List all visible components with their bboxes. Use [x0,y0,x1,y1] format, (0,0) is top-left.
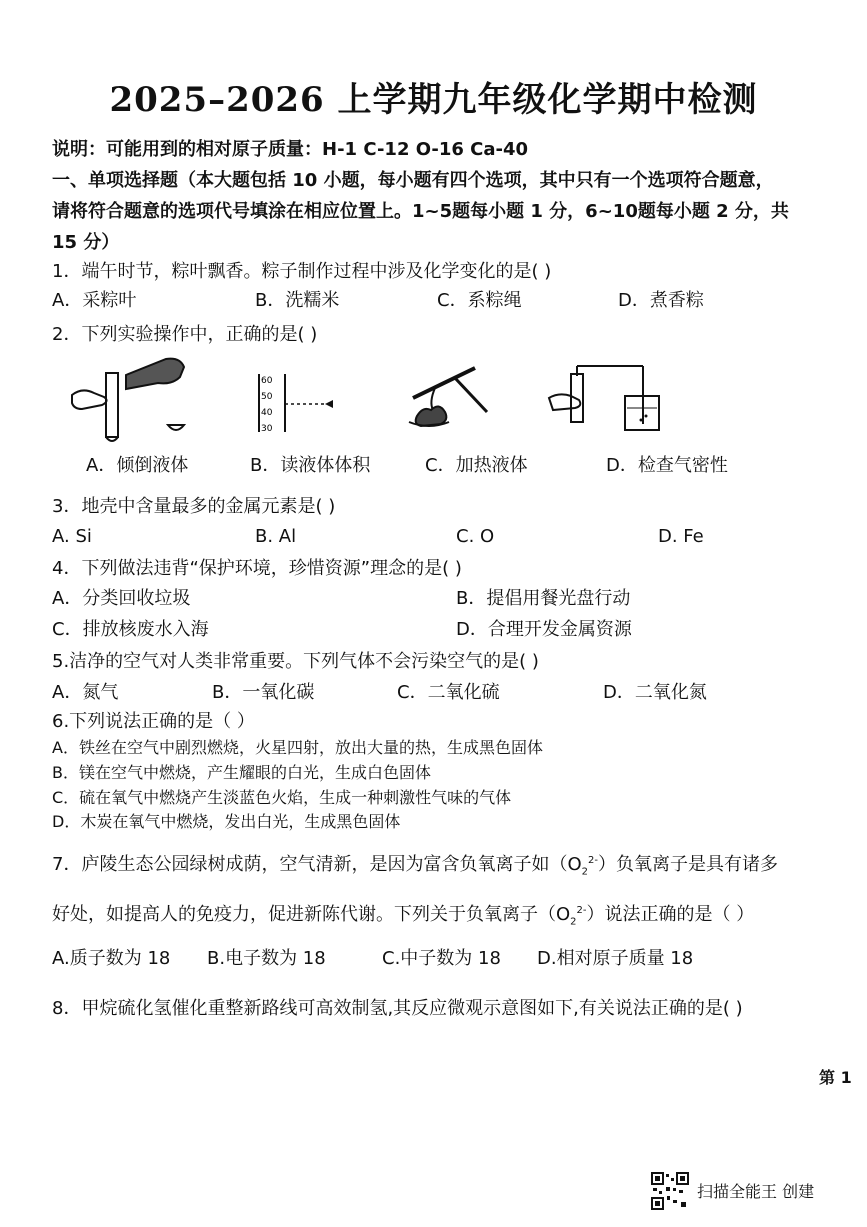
q7-sup-2: 2- [576,905,587,916]
q7-sup-1: 2- [588,855,598,866]
q6-stem: 6.下列说法正确的是（ ） [52,711,255,732]
q7-option-b: B.电子数为 18 [207,948,326,969]
q1-option-b: B．洗糯米 [255,290,340,311]
q6-option-d: D．木炭在氧气中燃烧，发出白光，生成黑色固体 [52,812,401,831]
q1-option-c: C．系粽绳 [437,290,522,311]
q2-option-c: C．加热液体 [425,455,528,476]
q5-option-b: B．一氧化碳 [212,682,315,703]
q2-option-b: B．读液体体积 [250,455,371,476]
q4-option-a: A．分类回收垃圾 [52,588,191,609]
tick-60: 60 [261,376,273,386]
q1-option-a: A．采粽叶 [52,290,137,311]
q7-line1-end: ）负氧离子是具有诸多 [597,854,778,875]
note-atomic-masses: 说明：可能用到的相对原子质量：H-1 C-12 O-16 Ca-40 [52,139,529,160]
q5-option-a: A．氮气 [52,682,119,703]
q2-stem: 2．下列实验操作中，正确的是( ) [52,324,318,345]
qr-code-icon [651,1172,689,1210]
page-title: 2025–2026 上学期九年级化学期中检测 [109,80,758,120]
q7-sub-2: 2 [570,916,577,928]
q7-line2-end: ）说法正确的是（ ） [586,904,755,925]
q3-option-c: C. O [456,526,495,547]
section1-line2: 请将符合题意的选项代号填涂在相应位置上。1~5题每小题 1 分，6~10题每小题 2 分，共 [52,201,789,222]
q5-option-c: C．二氧化硫 [397,682,500,703]
q4-stem: 4．下列做法违背“保护环境，珍惜资源”理念的是( ) [52,558,462,579]
q7-sub-1: 2 [581,866,588,878]
q1-stem: 1．端午时节，粽叶飘香。粽子制作过程中涉及化学变化的是( ) [52,261,552,282]
pouring-liquid-figure [68,355,198,445]
q4-option-c: C．排放核废水入海 [52,619,209,640]
q6-option-b: B．镁在空气中燃烧，产生耀眼的白光，生成白色固体 [52,763,431,782]
q7-line2-start: 好处，如提高人的免疫力，促进新陈代谢。下列关于负氧离子（O [52,904,571,925]
q3-option-b: B. Al [255,526,297,547]
q4-option-d: D．合理开发金属资源 [456,619,632,640]
page-number: 第 1 [819,1068,852,1087]
q3-option-a: A. Si [52,526,92,547]
q7-option-d: D.相对原子质量 18 [537,948,694,969]
q7-option-a: A.质子数为 18 [52,948,171,969]
q6-option-c: C．硫在氧气中燃烧产生淡蓝色火焰，生成一种刺激性气味的气体 [52,788,512,807]
q2-option-d: D．检查气密性 [606,455,728,476]
tick-40: 40 [261,408,273,418]
q3-stem: 3．地壳中含量最多的金属元素是( ) [52,496,336,517]
tick-50: 50 [261,392,273,402]
scanner-credit: 扫描全能王 创建 [697,1182,815,1201]
q1-option-d: D．煮香粽 [618,290,704,311]
q5-option-d: D．二氧化氮 [603,682,707,703]
section1-line1: 一、单项选择题（本大题包括 10 小题，每小题有四个选项，其中只有一个选项符合题意， [52,170,774,191]
q7-line1 [52,848,778,886]
graduated-cylinder-figure [255,372,345,434]
q8-stem: 8．甲烷硫化氢催化重整新路线可高效制氢,其反应微观示意图如下,有关说法正确的是( ) [52,998,743,1019]
airtightness-check-figure [545,362,675,434]
heating-liquid-figure [395,364,495,436]
q7-option-c: C.中子数为 18 [382,948,501,969]
tick-30: 30 [261,424,273,434]
q2-option-a: A．倾倒液体 [86,455,189,476]
q4-option-b: B．提倡用餐光盘行动 [456,588,631,609]
q7-line2 [52,898,754,936]
q6-option-a: A．铁丝在空气中剧烈燃烧，火星四射，放出大量的热，生成黑色固体 [52,738,543,757]
q5-stem: 5.洁净的空气对人类非常重要。下列气体不会污染空气的是( ) [52,651,539,672]
section1-line3: 15 分） [52,232,120,253]
q7-line1-start: 7．庐陵生态公园绿树成荫，空气清新，是因为富含负氧离子如（O [52,854,582,875]
q3-option-d: D. Fe [658,526,704,547]
